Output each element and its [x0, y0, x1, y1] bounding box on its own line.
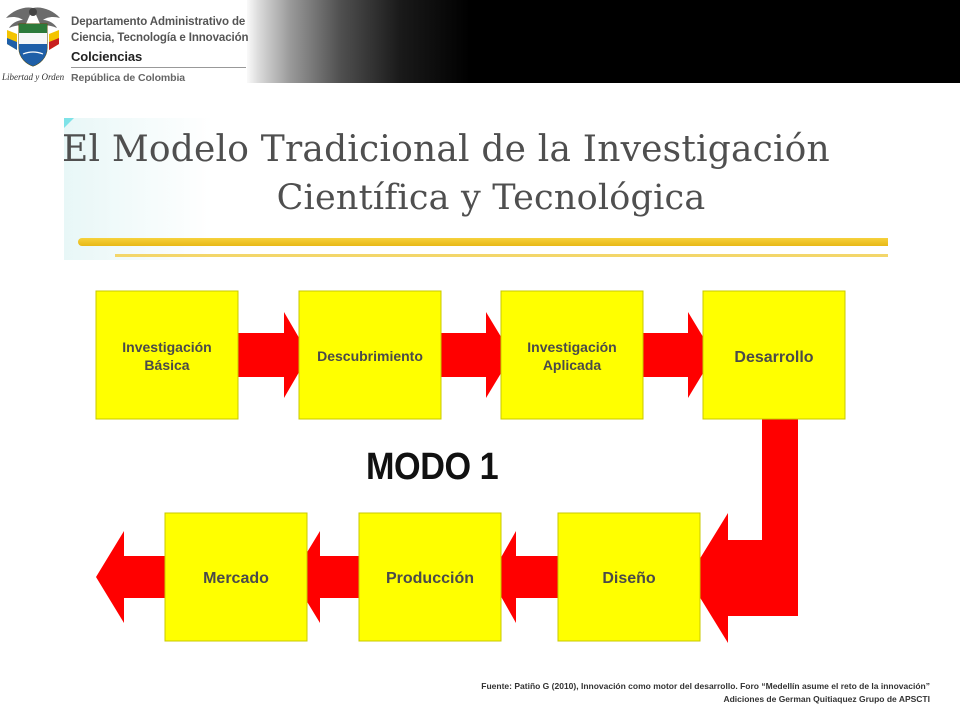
box-diseno: [558, 513, 700, 641]
box-label: Mercado: [203, 570, 269, 587]
box-investigacion-aplicada: [501, 291, 643, 419]
arrow-desarrollo-to-diseno: [688, 419, 798, 643]
box-label: Aplicada: [542, 357, 602, 373]
box-label: Descubrimiento: [317, 348, 423, 364]
box-label: Diseño: [602, 570, 656, 587]
page-title-line-1: El Modelo Tradicional de la Investigación: [62, 129, 830, 170]
box-investigacion-basica: [96, 291, 238, 419]
source-line-1: Fuente: Patiño G (2010), Innovación como motor del desarrollo. Foro “Medellín asume el reto de la innovación”: [481, 681, 930, 691]
box-desarrollo: [703, 291, 845, 419]
box-descubrimiento: [299, 291, 441, 419]
source-line-2: Adiciones de German Quitiaquez Grupo de APSCTI: [723, 694, 930, 704]
org-country: República de Colombia: [71, 72, 186, 84]
org-name-line-1: Departamento Administrativo de: [71, 16, 246, 28]
source-citation: [481, 680, 930, 706]
box-mercado: [165, 513, 307, 641]
org-name-colciencias: Colciencias: [71, 49, 143, 64]
mode-label: MODO 1: [366, 446, 499, 488]
box-label: Desarrollo: [734, 349, 814, 366]
box-label: Básica: [144, 357, 190, 373]
box-produccion: [359, 513, 501, 641]
motto-text: Libertad y Orden: [2, 72, 65, 82]
arrow-basica-to-descubrimiento: [236, 312, 309, 398]
arrow-mercado-output: [96, 531, 166, 623]
box-label: Investigación: [122, 339, 212, 355]
box-label: Investigación: [527, 339, 617, 355]
org-name-line-2: Ciencia, Tecnología e Innovación: [71, 32, 249, 44]
box-label: Producción: [385, 570, 475, 587]
page-title-line-2: Científica y Tecnológica: [276, 178, 706, 218]
